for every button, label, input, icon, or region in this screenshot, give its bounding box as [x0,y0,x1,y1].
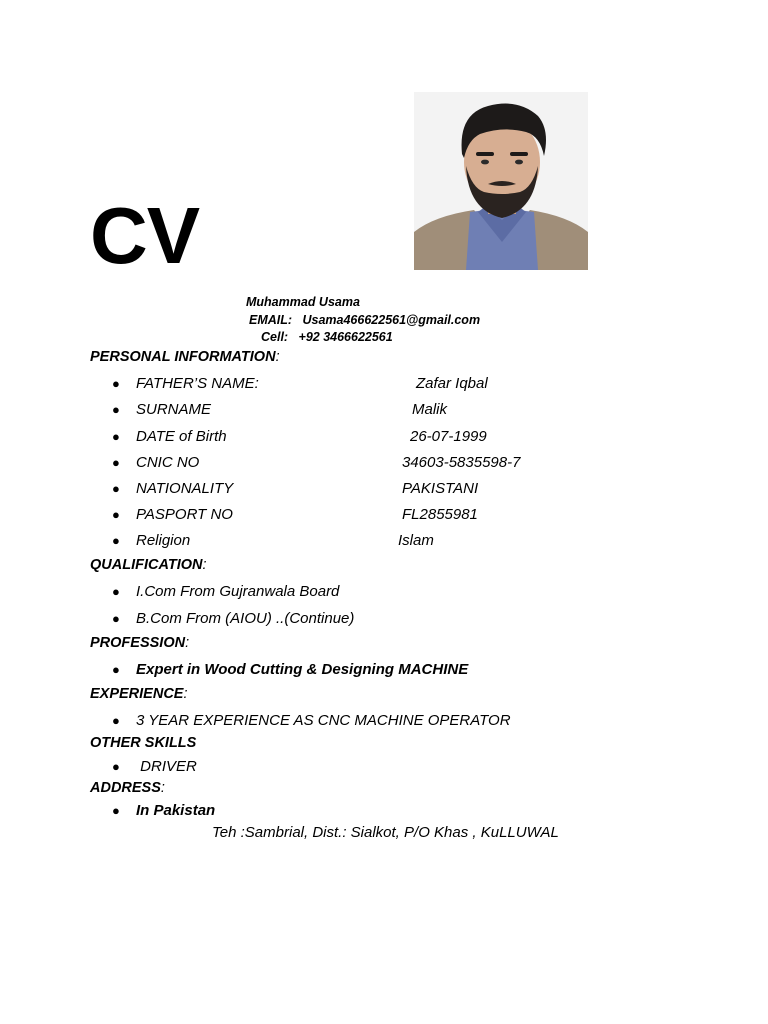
personal-row [112,401,211,418]
bullet-icon: ● [112,759,120,774]
qualification-item: ● B.Com From (AIOU) ..(Continue) [112,610,355,627]
row-value: PAKISTANI [402,480,479,497]
email-value: Usama466622561@gmail.com [302,313,481,327]
cell-label: Cell: [261,330,289,344]
bullet-icon: ● [112,611,120,626]
row-value: Zafar Iqbal [416,375,488,392]
qualification-item: ● I.Com From Gujranwala Board [112,583,340,600]
profile-photo [414,92,588,270]
row-value: Malik [412,401,448,418]
row-label: DATE of Birth [136,428,227,445]
other-skills-item: ● DRIVER [112,758,197,775]
bullet-icon: ● [112,662,120,677]
bullet-icon: ● [112,402,120,417]
bullet-icon: ● [112,533,120,548]
row-value: 34603-5835598-7 [402,454,521,471]
cell-value: +92 3466622561 [298,330,393,344]
row-label: FATHER’S NAME: [136,375,259,392]
row-label: NATIONALITY [136,480,234,497]
qualification-heading: QUALIFICATION: [90,557,207,573]
bullet-icon: ● [112,376,120,391]
name: Muhammad Usama [246,295,360,309]
cell-line [261,330,393,344]
other-skills-heading: OTHER SKILLS [90,735,197,751]
row-label: CNIC NO [136,454,200,471]
address-item: ● In Pakistan [112,802,216,819]
experience-item: ● 3 YEAR EXPERIENCE AS CNC MACHINE OPERATOR [112,712,511,729]
personal-heading: PERSONAL INFORMATION: [90,349,280,365]
bullet-icon: ● [112,507,120,522]
row-label: PASPORT NO [136,506,233,523]
row-value: 26-07-1999 [410,428,487,445]
address-heading: ADDRESS: [90,780,165,796]
personal-row [112,375,259,392]
bullet-icon: ● [112,584,120,599]
address-line: Teh :Sambrial, Dist.: Sialkot, P/O Khas , KuLLUWAL [212,824,559,841]
portrait-image [414,92,588,270]
row-label: Religion [136,532,191,549]
row-label: SURNAME [136,401,212,418]
email-line [249,313,480,327]
personal-row [112,532,190,549]
personal-row [112,428,227,445]
personal-row [112,480,233,497]
personal-row [112,506,233,523]
bullet-icon: ● [112,481,120,496]
cv-title: CV [90,191,200,280]
email-label: EMAIL: [249,313,293,327]
profession-heading: PROFESSION: [90,635,190,651]
experience-heading: EXPERIENCE: [90,686,188,702]
row-value: Islam [398,532,434,549]
bullet-icon: ● [112,803,120,818]
bullet-icon: ● [112,429,120,444]
bullet-icon: ● [112,455,120,470]
profession-item: ● Expert in Wood Cutting & Designing MACHINE [112,661,469,678]
personal-row [112,454,199,471]
bullet-icon: ● [112,713,120,728]
row-value: FL2855981 [402,506,478,523]
